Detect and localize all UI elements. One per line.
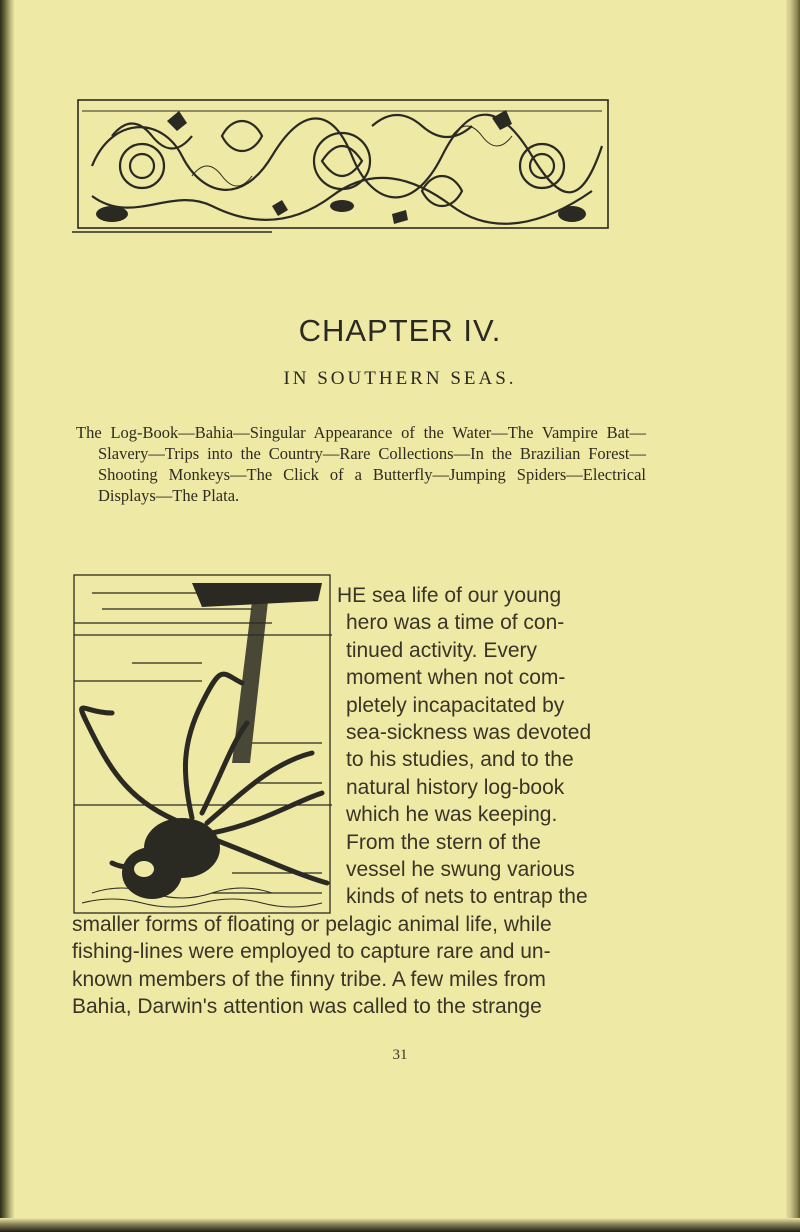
body-line: vessel he swung various [346,858,575,881]
chapter-synopsis: The Log-Book—Bahia—Singular Appearance of the Water—The Vampire Bat—Slavery—Trips into the Country—Rare Collections—In the Brazilian Forest—Shooting Monkeys—The Click of a Butterfly—Jumping Spiders—Electrical Displays—The Plata. [76,423,646,505]
body-line: sea-sickness was devoted [346,721,592,744]
body-line: kinds of nets to entrap the [346,885,588,909]
body-line: which he was keeping. [346,803,558,827]
body-line: tinued activity. Every [346,638,538,662]
body-line: Bahia, Darwin's attention was called to the strange [72,995,542,1018]
page-bottom-edge [0,1218,800,1232]
body-line: moment when not com- [346,666,566,690]
ornamental-scroll-headpiece-icon [72,96,612,234]
body-line: hero was a time of con- [346,611,565,635]
body-line: pletely incapacitated by [346,693,565,717]
decorated-initial-t-octopus-icon [72,573,334,915]
body-line: known members of the finny tribe. A few miles from [72,967,546,991]
body-line: From the stern of the [346,830,541,854]
body-line: HE sea life of our young [337,584,562,607]
body-line: to his studies, and to the [346,748,574,772]
body-line: fishing-lines were employed to capture rare and un- [72,940,551,964]
body-line: natural history log-book [346,775,565,799]
chapter-title: CHAPTER IV. [298,313,502,348]
body-line: smaller forms of floating or pelagic animal life, while [72,912,552,936]
page-number: 31 [392,1047,408,1063]
chapter-subtitle: IN SOUTHERN SEAS. [283,368,517,389]
